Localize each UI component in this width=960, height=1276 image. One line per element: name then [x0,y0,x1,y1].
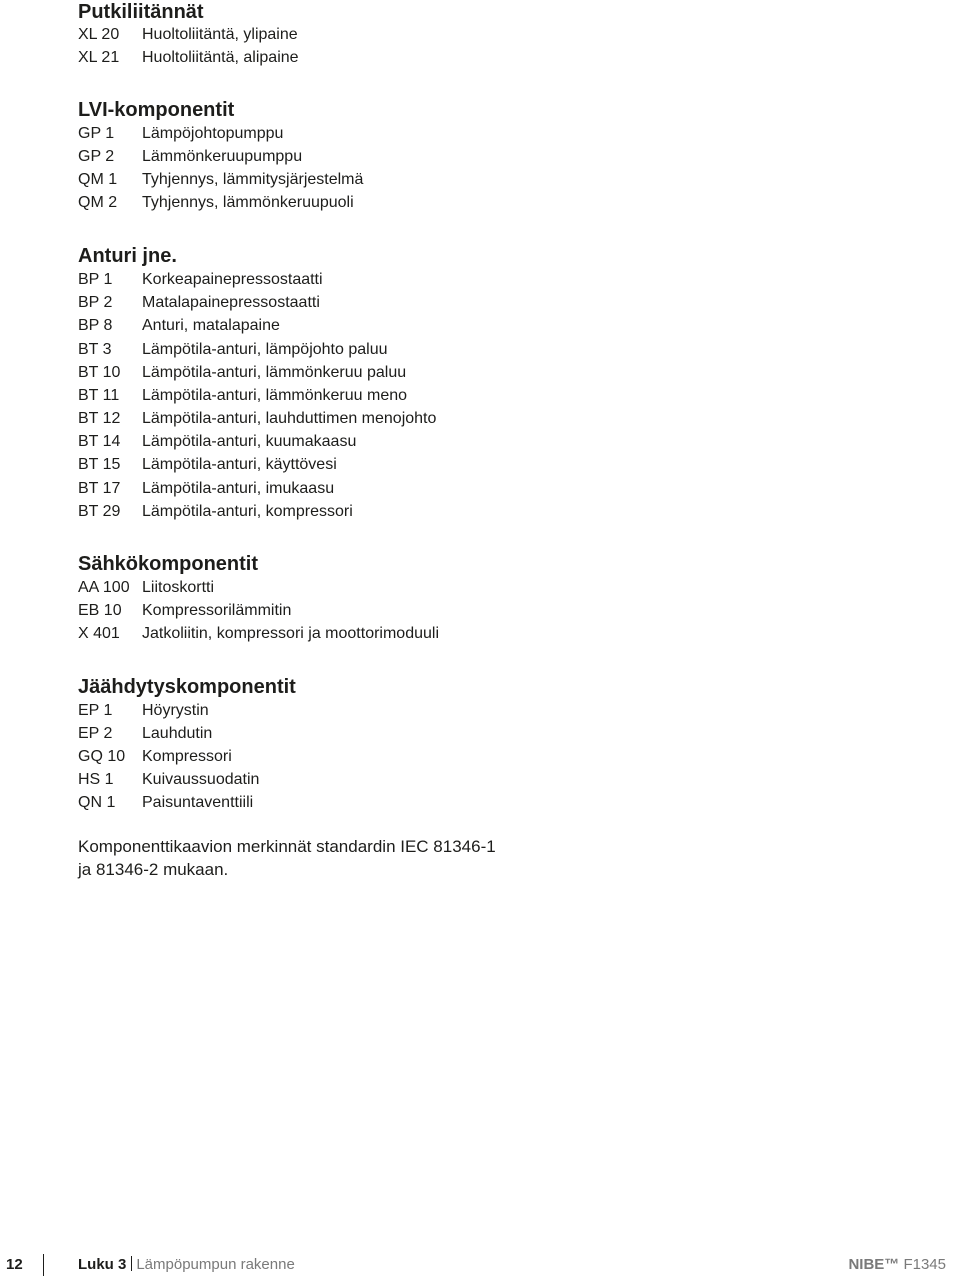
component-description: Lämpötila-anturi, imukaasu [142,480,335,497]
product-model: F1345 [903,1256,946,1273]
component-code: GQ 10 [78,748,126,765]
component-code: BT 3 [78,341,112,358]
component-code: GP 1 [78,125,115,142]
section-heading-lvi-komponentit: LVI-komponentit [78,99,235,121]
component-code: BT 29 [78,503,121,520]
component-description: Lämpötila-anturi, kompressori [142,503,353,520]
component-description: Lauhdutin [142,725,213,742]
component-code: XL 21 [78,49,120,66]
component-code: HS 1 [78,771,114,788]
component-code: BT 14 [78,433,121,450]
component-code: AA 100 [78,579,130,596]
component-description: Lämpötila-anturi, lämmönkeruu meno [142,387,408,404]
component-code: QN 1 [78,794,116,811]
component-description: Lämpötila-anturi, lämmönkeruu paluu [142,364,407,381]
component-description: Kompressori [142,748,232,765]
component-code: BP 8 [78,317,113,334]
component-code: BT 17 [78,480,121,497]
component-description: Liitoskortti [142,579,215,596]
component-description: Höyrystin [142,702,209,719]
standard-note-line-2: ja 81346-2 mukaan. [78,860,229,879]
section-heading-jaahdytyskomponentit: Jäähdytyskomponentit [78,676,296,698]
component-code: QM 2 [78,194,118,211]
standard-note-line-1: Komponenttikaavion merkinnät standardin IEC 81346-1 [78,837,496,856]
component-code: BT 10 [78,364,121,381]
standard-note [78,835,538,881]
component-code: BT 15 [78,456,121,473]
component-code: XL 20 [78,26,120,43]
component-description: Tyhjennys, lämmönkeruupuoli [142,194,354,211]
component-description: Lämpötila-anturi, lauhduttimen menojohto [142,410,437,427]
chapter-label: Luku 3 [78,1256,127,1273]
component-description: Lämmönkeruupumppu [142,148,303,165]
component-code: QM 1 [78,171,118,188]
brand-name: NIBE™ [848,1256,900,1273]
brand-mark [848,1254,946,1276]
component-code: EB 10 [78,602,122,619]
chapter-reference [78,1254,295,1276]
component-description: Paisuntaventtiili [142,794,254,811]
component-code: BP 2 [78,294,113,311]
section-heading-anturi: Anturi jne. [78,245,177,267]
component-code: X 401 [78,625,120,642]
component-description: Huoltoliitäntä, ylipaine [142,26,298,43]
chapter-title: Lämpöpumpun rakenne [136,1256,295,1273]
component-description: Kuivaussuodatin [142,771,260,788]
component-description: Matalapainepressostaatti [142,294,320,311]
component-description: Anturi, matalapaine [142,317,280,334]
component-description: Lämpötila-anturi, käyttövesi [142,456,337,473]
component-description: Tyhjennys, lämmitysjärjestelmä [142,171,364,188]
component-description: Jatkoliitin, kompressori ja moottorimoduuli [142,625,439,642]
component-description: Lämpötila-anturi, kuumakaasu [142,433,357,450]
component-description: Lämpötila-anturi, lämpöjohto paluu [142,341,388,358]
component-code: BT 11 [78,387,120,404]
component-code: EP 1 [78,702,113,719]
page-footer [0,1254,960,1276]
component-code: EP 2 [78,725,113,742]
chapter-divider [131,1256,132,1271]
footer-divider [43,1254,44,1276]
component-description: Lämpöjohtopumppu [142,125,284,142]
section-heading-putkiliitannat: Putkiliitännät [78,1,204,23]
component-code: BT 12 [78,410,121,427]
component-code: GP 2 [78,148,115,165]
component-description: Huoltoliitäntä, alipaine [142,49,299,66]
page-number: 12 [6,1256,23,1273]
component-code: BP 1 [78,271,113,288]
component-description: Kompressorilämmitin [142,602,292,619]
component-description: Korkeapainepressostaatti [142,271,323,288]
section-heading-sahkokomponentit: Sähkökomponentit [78,553,259,575]
